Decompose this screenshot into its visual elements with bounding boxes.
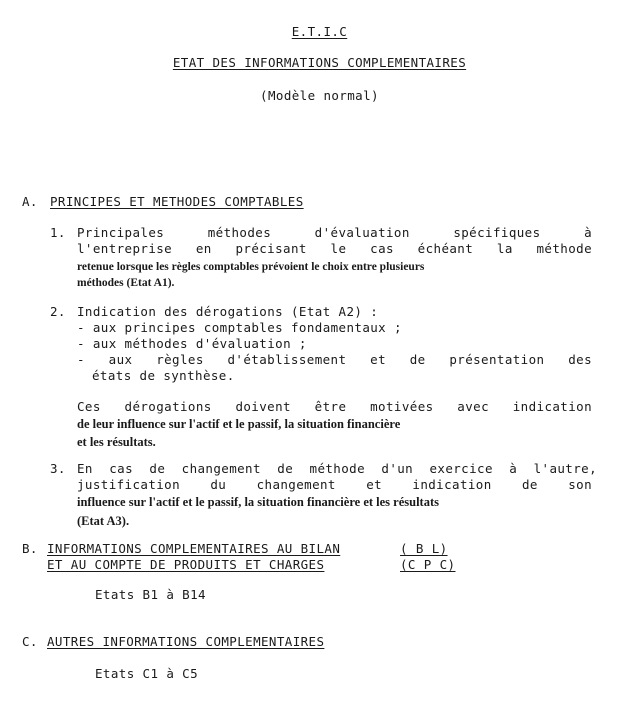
- item-2-note-3: et les résultats.: [77, 435, 156, 449]
- document-subtitle: ETAT DES INFORMATIONS COMPLEMENTAIRES: [172, 55, 467, 70]
- document-title: E.T.I.C: [291, 24, 348, 39]
- item-2-line-3: - aux méthodes d'évaluation ;: [77, 336, 307, 351]
- item-2-line-2: - aux principes comptables fondamentaux ;: [77, 320, 402, 335]
- section-c-title: AUTRES INFORMATIONS COMPLEMENTAIRES: [47, 634, 325, 649]
- section-b-states: Etats B1 à B14: [95, 587, 206, 602]
- model-label: (Modèle normal): [260, 88, 379, 103]
- item-3-line-2: justification du changement et indication de son: [77, 477, 592, 492]
- section-b-label: B.: [22, 541, 38, 556]
- item-1-line-4: méthodes (Etat A1).: [77, 277, 175, 289]
- item-1-line-2: l'entreprise en précisant le cas échéant la méthode: [77, 241, 592, 256]
- section-a-title: PRINCIPES ET METHODES COMPTABLES: [50, 194, 304, 209]
- section-b-title-1: INFORMATIONS COMPLEMENTAIRES AU BILAN: [47, 541, 341, 556]
- section-a-label: A.: [22, 194, 38, 209]
- item-2-note-2: de leur influence sur l'actif et le passif, la situation financière: [77, 417, 401, 431]
- item-3-line-3: influence sur l'actif et le passif, la situation financière et les résultats: [77, 495, 439, 509]
- item-1-line-3: retenue lorsque les règles comptables prévoient le choix entre plusieurs: [77, 261, 425, 273]
- section-c-states: Etats C1 à C5: [95, 666, 199, 681]
- item-1-number: 1.: [50, 225, 66, 240]
- section-b-title-2: ET AU COMPTE DE PRODUITS ET CHARGES: [47, 557, 325, 572]
- section-b-code-2: (C P C): [400, 557, 456, 572]
- section-b-code-1: ( B L): [400, 541, 448, 556]
- item-2-line-1: Indication des dérogations (Etat A2) :: [77, 304, 379, 319]
- item-2-line-5: états de synthèse.: [92, 368, 235, 383]
- item-3-line-1: En cas de changement de méthode d'un exercice à l'autre,: [77, 461, 597, 476]
- item-3-number: 3.: [50, 461, 66, 476]
- item-2-line-4: - aux règles d'établissement et de présentation des: [77, 352, 592, 367]
- item-2-note-1: Ces dérogations doivent être motivées avec indication: [77, 399, 592, 414]
- item-3-line-4: (Etat A3).: [77, 514, 130, 528]
- item-2-number: 2.: [50, 304, 66, 319]
- section-c-label: C.: [22, 634, 38, 649]
- item-1-line-1: Principales méthodes d'évaluation spécifiques à: [77, 225, 592, 240]
